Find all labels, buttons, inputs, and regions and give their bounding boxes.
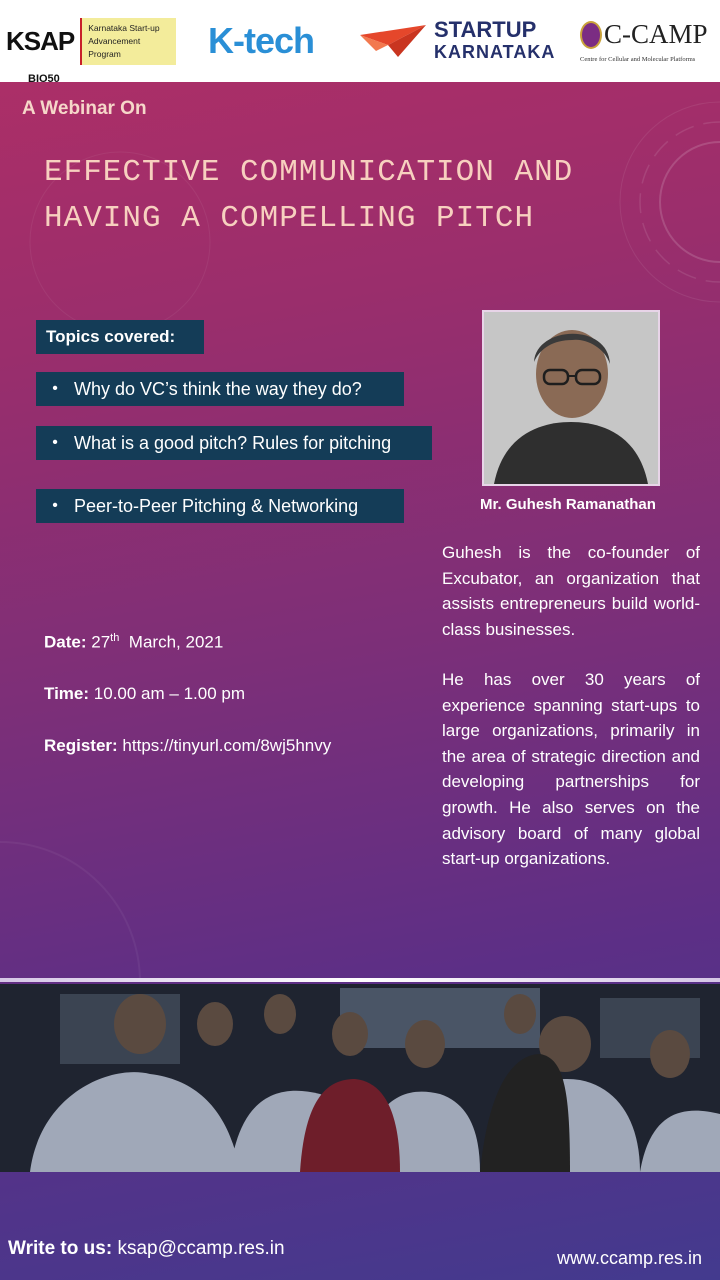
logo-bar xyxy=(0,0,720,85)
speaker-name: Mr. Guhesh Ramanathan xyxy=(480,496,656,513)
ccamp-title: C-CAMP xyxy=(604,19,708,49)
topic-label: Why do VC’s think the way they do? xyxy=(74,378,362,399)
topic-label: Peer-to-Peer Pitching & Networking xyxy=(74,495,359,516)
startup-line1: STARTUP xyxy=(434,17,537,42)
bullet-icon: • xyxy=(52,434,58,451)
ksap-mark: KSAP xyxy=(6,25,75,56)
contact-email[interactable]: ksap@ccamp.res.in xyxy=(117,1238,285,1259)
ksap-logo xyxy=(6,0,176,85)
startup-arrow-icon xyxy=(358,21,428,61)
write-label: Write to us: xyxy=(8,1238,113,1259)
time-label: Time: xyxy=(44,684,90,703)
networking-photo xyxy=(0,984,720,1172)
topic-item xyxy=(36,372,404,406)
ccamp-logo xyxy=(580,0,708,82)
ccamp-seal-icon xyxy=(580,21,602,49)
ksap-line2: Advancement Program xyxy=(88,35,141,59)
topics-heading: Topics covered: xyxy=(36,320,204,354)
title-line-1: EFFECTIVE COMMUNICATION AND xyxy=(44,155,574,190)
startup-line2: KARNATAKA xyxy=(434,42,556,62)
date-day: 27 xyxy=(91,632,111,652)
register-link[interactable]: https://tinyurl.com/8wj5hnvy xyxy=(122,736,332,755)
speaker-photo xyxy=(484,312,658,484)
page-title xyxy=(44,150,573,242)
event-register xyxy=(44,736,331,756)
speaker-bio-1: Guhesh is the co-founder of Excubator, an organization that assists entrepreneurs build world-class businesses. xyxy=(442,543,700,639)
ccamp-subtitle: Centre for Cellular and Molecular Platforms xyxy=(580,56,696,63)
time-value: 10.00 am – 1.00 pm xyxy=(93,684,245,703)
topic-label: What is a good pitch? Rules for pitching xyxy=(74,432,392,453)
crowd-illustration xyxy=(0,984,720,1172)
speaker-portrait xyxy=(482,310,660,486)
date-label: Date: xyxy=(44,632,87,652)
speaker-bio-2: He has over 30 years of experience spanning start-ups to large organizations, primarily in the area of strategic direction and developing partnerships for growth. He also serves on the advisory board of many global start-up organizations. xyxy=(442,670,700,869)
ksap-bio50: BIO50 xyxy=(28,72,60,85)
ktech-logo: K-tech xyxy=(208,20,315,61)
event-date xyxy=(44,632,223,653)
ksap-program-box xyxy=(80,18,176,65)
topic-item xyxy=(36,489,404,523)
startup-karnataka-logo xyxy=(358,0,555,82)
bullet-icon: • xyxy=(52,497,58,514)
date-suffix: th xyxy=(110,632,120,644)
event-time xyxy=(44,684,245,704)
contact-line xyxy=(8,1238,285,1260)
ksap-line1: Karnataka Start-up xyxy=(88,22,160,33)
date-rest: March, 2021 xyxy=(119,632,224,652)
topic-item xyxy=(36,426,432,460)
bullet-icon: • xyxy=(52,380,58,397)
website-link[interactable]: www.ccamp.res.in xyxy=(556,1248,702,1268)
title-line-2: HAVING A COMPELLING PITCH xyxy=(44,201,535,236)
webinar-intro: A Webinar On xyxy=(22,98,147,119)
photo-divider xyxy=(0,978,720,982)
register-label: Register: xyxy=(44,736,118,755)
